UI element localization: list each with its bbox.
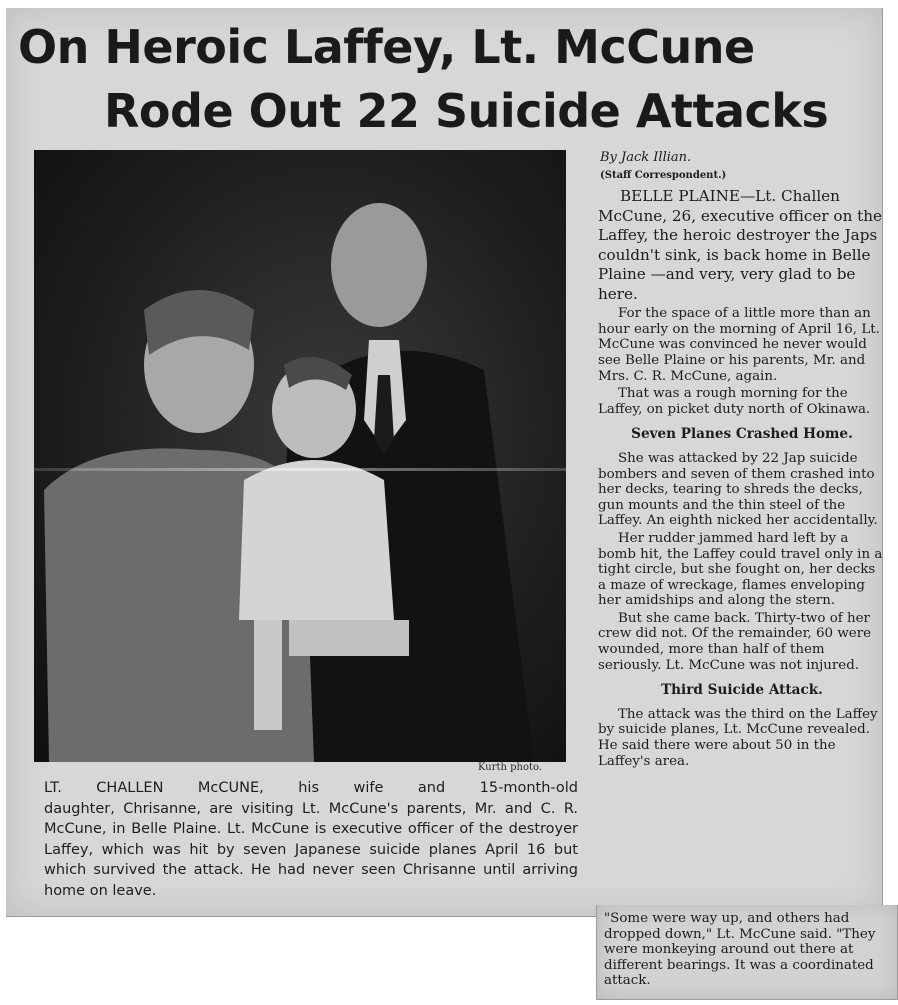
paragraph-4: Her rudder jammed hard left by a bomb hit, the Laffey could travel only in a tight circle, but she fought on, her decks a maze of wreckage, flames enveloping her amidships and along the stern. bbox=[598, 530, 883, 609]
byline: By Jack Illian. bbox=[600, 150, 692, 165]
photo-figures bbox=[34, 150, 566, 762]
paragraph-1: For the space of a little more than an hour early on the morning of April 16, Lt. McCune was convinced he never would see Belle Plaine or his parents, Mr. and Mrs. C. R. McCune, again. bbox=[598, 306, 880, 384]
subheading-third-attack: Third Suicide Attack. bbox=[661, 682, 823, 699]
headline-line-1: On Heroic Laffey, Lt. McCune bbox=[18, 20, 755, 74]
photo-fold-crease bbox=[34, 468, 566, 471]
paragraph-2: That was a rough morning for the Laffey, on picket duty north of Okinawa. bbox=[598, 386, 871, 417]
staff-credit: (Staff Correspondent.) bbox=[600, 169, 727, 181]
lead-paragraph: BELLE PLAINE—Lt. Challen McCune, 26, executive officer on the Laffey, the heroic destroyer the Japs couldn't sink, is back home in Belle Plaine —and very, very glad to be here. bbox=[598, 187, 883, 303]
subheading-seven-planes: Seven Planes Crashed Home. bbox=[631, 426, 853, 443]
paragraph-7: "Some were way up, and others had dropped down," Lt. McCune said. "They were monkeying around out there at different bearings. It was a coordinated attack. bbox=[604, 911, 876, 989]
paragraph-3: She was attacked by 22 Jap suicide bombers and seven of them crashed into her decks, tearing to shreds the decks, gun mounts and the thin steel of the Laffey. An eighth nicked her accidentally. bbox=[598, 450, 878, 529]
family-photograph bbox=[34, 150, 566, 762]
headline-line-2: Rode Out 22 Suicide Attacks bbox=[104, 84, 829, 138]
article-column bbox=[598, 150, 886, 769]
caption-body: daughter, Chrisanne, are visiting Lt. McCune's parents, Mr. and C. R. McCune, in Belle Plaine. Lt. McCune is executive officer of the destroyer Laffey, which was hit by seven Japanese suicide planes April 16 but which survived the attack. He had never seen Chrisanne until arriving home on leave. bbox=[44, 800, 578, 899]
photo-caption bbox=[44, 778, 578, 901]
paragraph-6: The attack was the third on the Laffey by suicide planes, Lt. McCune revealed. He said there were about 50 in the Laffey's area. bbox=[598, 706, 878, 769]
paragraph-5: But she came back. Thirty-two of her crew did not. Of the remainder, 60 were wounded, more than half of them seriously. Lt. McCune was not injured. bbox=[598, 610, 872, 673]
photo-credit: Kurth photo. bbox=[478, 762, 543, 773]
caption-first-line: LT. CHALLEN McCUNE, his wife and 15-month-old bbox=[44, 780, 578, 796]
